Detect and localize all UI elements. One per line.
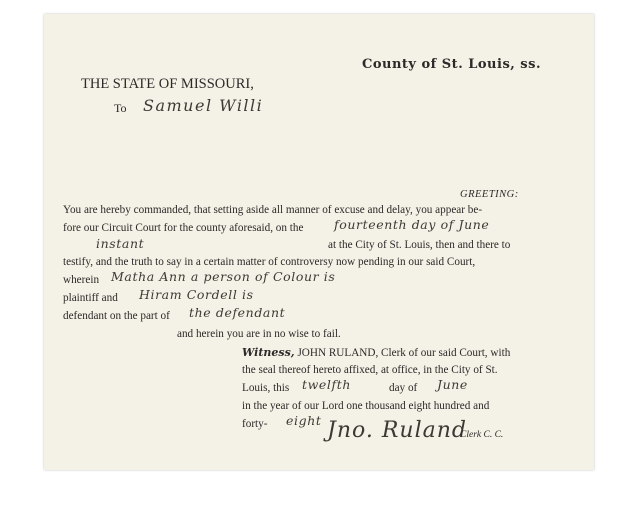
witness-clerk-text: JOHN RULAND, Clerk of our said Court, with	[294, 347, 511, 359]
body-line-1: You are hereby commanded, that setting aside all manner of excuse and delay, you appear be-	[63, 204, 483, 216]
issue-month: June	[437, 377, 468, 392]
body-line-7: defendant on the part of	[63, 310, 170, 322]
witness-line-3: Louis, this	[242, 382, 290, 394]
body-line-3: at the City of St. Louis, then and there to	[328, 239, 511, 251]
greeting: GREETING:	[460, 189, 519, 200]
body-line-5: wherein	[63, 274, 100, 286]
witness-line-3b: day of	[389, 382, 418, 394]
state-heading: THE STATE OF MISSOURI,	[81, 76, 254, 92]
defendant-name: Hiram Cordell is	[139, 287, 254, 302]
witness-line-5: forty-	[242, 418, 268, 430]
witness-line-1	[242, 346, 510, 359]
summons-document	[44, 14, 594, 470]
body-line-2: fore our Circuit Court for the county aforesaid, on the	[63, 222, 304, 234]
body-line-4: testify, and the truth to say in a certain matter of controversy now pending in our said Court,	[63, 256, 476, 268]
county-heading: County of St. Louis, ss.	[362, 57, 541, 72]
issue-day: twelfth	[302, 377, 352, 392]
witness-line-4: in the year of our Lord one thousand eight hundred and	[242, 400, 490, 412]
issue-year: eight	[286, 413, 322, 428]
party-side: the defendant	[189, 305, 286, 320]
recipient-name: Samuel Willi	[143, 96, 264, 115]
appearance-date: fourteenth day of June	[334, 217, 490, 232]
to-label: To	[114, 101, 127, 115]
clerk-signature: Jno. Ruland	[327, 418, 467, 443]
witness-label: Witness,	[242, 346, 295, 359]
body-line-8: and herein you are in no wise to fail.	[177, 328, 341, 340]
body-line-6: plaintiff and	[63, 292, 118, 304]
plaintiff-name: Matha Ann a person of Colour is	[111, 269, 336, 284]
witness-line-2: the seal thereof hereto affixed, at office, in the City of St.	[242, 364, 498, 376]
appearance-month-note: instant	[96, 236, 145, 251]
clerk-title: Clerk C. C.	[460, 430, 504, 440]
